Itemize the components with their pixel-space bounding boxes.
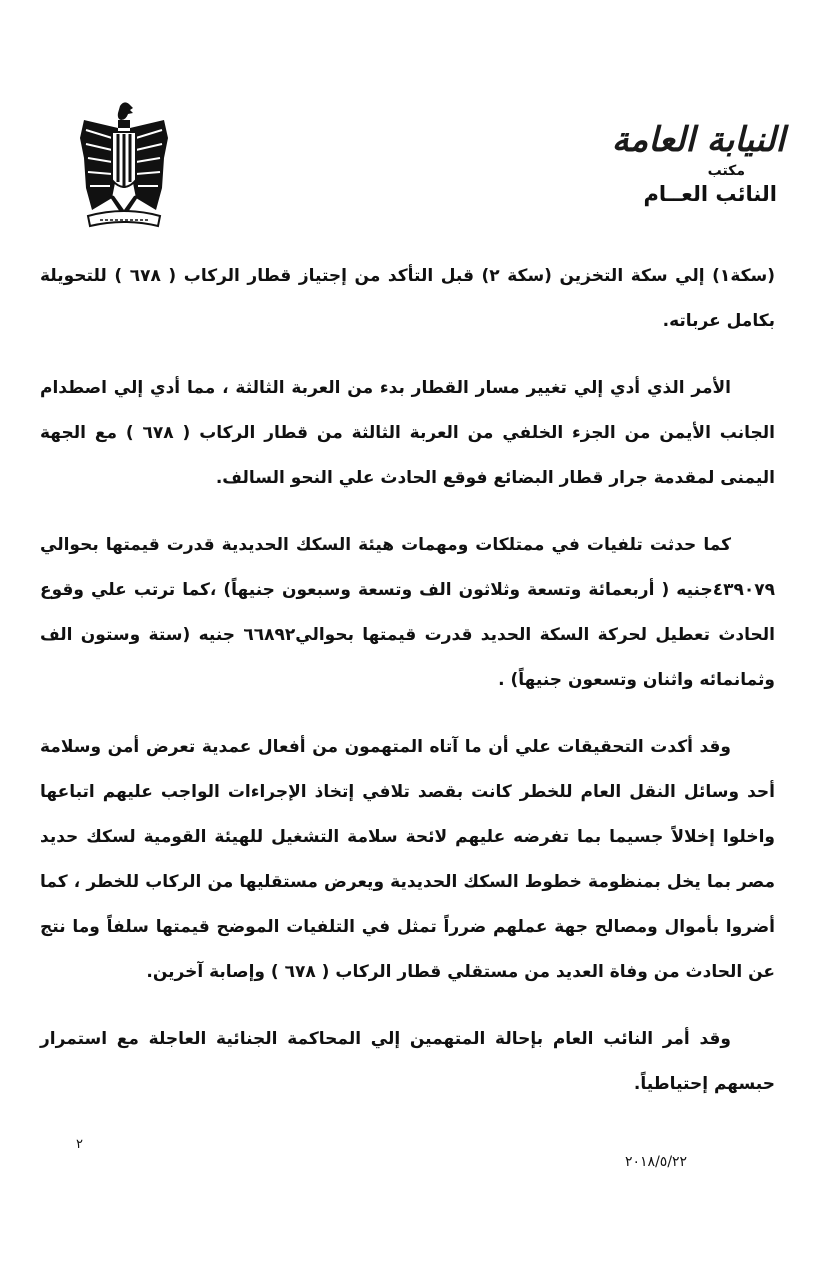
paragraph: الأمر الذي أدي إلي تغيير مسار القطار بدء من العربة الثالثة ، مما أدي إلي اصطدام الجانب الأيمن من الجزء الخلفي من العربة الثالثة من قطار الركاب ( ٦٧٨ ) مع الجهة اليمنى لمقدمة جرار قطار البضائع فوقع الحادث علي النحو السالف. bbox=[40, 378, 775, 488]
office-header bbox=[595, 118, 785, 208]
office-title: النيابة العامة bbox=[611, 120, 785, 160]
office-subtitle: مكتب bbox=[707, 163, 745, 179]
paragraph: وقد أكدت التحقيقات علي أن ما آتاه المتهمون من أفعال عمدية تعرض أمن وسلامة أحد وسائل النقل العام للخطر كانت بقصد تلافي إتخاذ الإجراءات الواجب عليهم اتباعها واخلوا إخلالاً جسيما بما تفرضه عليهم لائحة سلامة التشغيل للهيئة القومية لسكك حديد مصر بما يخل بمنظومة خطوط السكك الحديدية ويعرض مستقليها من الركاب للخطر ، كما أضروا بأموال ومصالح جهة عملهم ضرراً تمثل في التلفيات الموضح قيمتها سلفاً وما نتج عن الحادث من وفاة العديد من مستقلي قطار الركاب ( ٦٧٨ ) وإصابة آخرين. bbox=[40, 737, 775, 982]
page-number: ٢ bbox=[76, 1137, 83, 1152]
office-name: النائب العــام bbox=[643, 182, 777, 206]
paragraph: وقد أمر النائب العام بإحالة المتهمين إلي المحاكمة الجنائية العاجلة مع استمرار حبسهم إحتياطياً. bbox=[40, 1029, 775, 1094]
paragraph: كما حدثت تلفيات في ممتلكات ومهمات هيئة السكك الحديدية قدرت قيمتها بحوالي ٤٣٩٠٧٩جنيه ( أربعمائة وتسعة وثلاثون الف وتسعة وسبعون جنيهاً) ،كما ترتب علي وقوع الحادث تعطيل لحركة السكة الحديد قدرت قيمتها بحوالي٦٦٨٩٢ جنيه (ستة وستون الف وثمانمائه واثنان وتسعون جنيهاً) . bbox=[40, 535, 776, 690]
paragraph: (سكة١) إلي سكة التخزين (سكة ٢) قبل التأكد من إجتياز قطار الركاب ( ٦٧٨ ) للتحويلة بكامل عرباته. bbox=[40, 266, 775, 331]
eagle-emblem-icon bbox=[78, 98, 170, 236]
document-date: ٢٠١٨/٥/٢٢ bbox=[625, 1154, 688, 1170]
document-body bbox=[40, 254, 775, 1129]
